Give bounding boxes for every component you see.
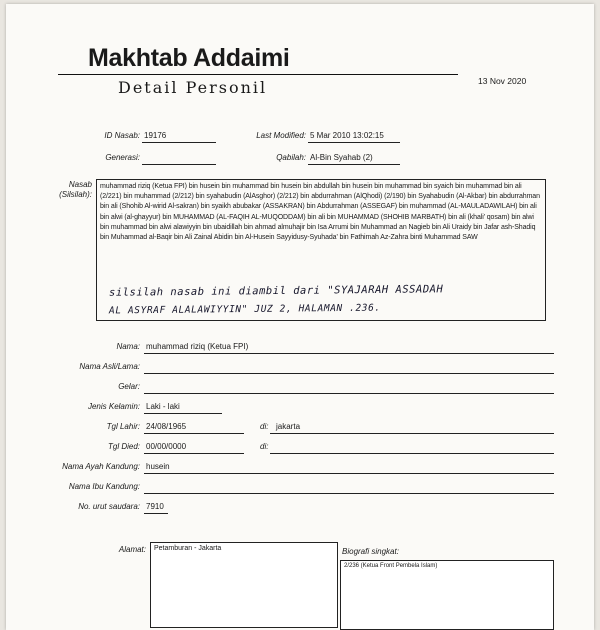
- field-line: [144, 493, 554, 494]
- field-label: Nama Ibu Kandung:: [68, 482, 140, 491]
- alamat-box: [150, 542, 338, 628]
- field-label: No. urut saudara:: [78, 502, 140, 511]
- qabilah-value: Al-Bin Syahab (2): [310, 153, 373, 162]
- field-label: Tgl Lahir:: [106, 422, 140, 431]
- field-line: [144, 353, 554, 354]
- silsilah-label: (Silsilah):: [59, 190, 92, 199]
- last-modified-line: [308, 142, 400, 143]
- field-line: [144, 393, 554, 394]
- nasab-label: Nasab: [68, 180, 92, 189]
- died-place-line: [270, 453, 554, 454]
- title-rule: [58, 74, 458, 75]
- field-line: [144, 373, 554, 374]
- alamat-label: Alamat:: [118, 545, 146, 554]
- document-page: [6, 4, 594, 630]
- alamat-value: Petamburan - Jakarta: [154, 545, 222, 552]
- biografi-box: [340, 560, 554, 630]
- birth-place-label: di:: [260, 422, 269, 431]
- field-value-jenis-kelamin: Laki - laki: [146, 402, 180, 411]
- field-value-nama: muhammad riziq (Ketua FPI): [146, 342, 249, 351]
- id-nasab-label: ID Nasab:: [104, 131, 140, 140]
- document-subtitle: Detail Personil: [118, 78, 268, 97]
- field-value-no-urut: 7910: [146, 502, 164, 511]
- last-modified-label: Last Modified:: [256, 131, 306, 140]
- birth-place-line: [270, 433, 554, 434]
- id-nasab-value: 19176: [144, 131, 167, 140]
- died-place-label: di:: [260, 442, 269, 451]
- field-line: [144, 513, 168, 514]
- generasi-label: Generasi:: [105, 153, 140, 162]
- field-line: [144, 433, 244, 434]
- qabilah-label: Qabilah:: [276, 153, 306, 162]
- nasab-box: [96, 179, 546, 321]
- field-line: [144, 453, 244, 454]
- field-label: Tgl Died:: [107, 442, 140, 451]
- qabilah-line: [308, 164, 400, 165]
- field-label: Nama Ayah Kandung:: [62, 462, 140, 471]
- field-label: Jenis Kelamin:: [87, 402, 140, 411]
- print-date: 13 Nov 2020: [478, 76, 527, 86]
- generasi-line: [142, 164, 216, 165]
- field-line: [144, 413, 222, 414]
- field-line: [144, 473, 554, 474]
- field-value-tgl-lahir: 24/08/1965: [146, 422, 187, 431]
- handwritten-note-line-2: AL ASYRAF ALALAWIYYIN" JUZ 2, HALAMAN .236.: [108, 302, 381, 317]
- field-value-ayah: husein: [146, 462, 170, 471]
- biografi-value: 2/236 (Ketua Front Pembela Islam): [344, 563, 438, 569]
- field-label: Nama:: [116, 342, 140, 351]
- field-value-tgl-died: 00/00/0000: [146, 442, 187, 451]
- handwritten-note-line-1: silsilah nasab ini diambil dari "SYAJARAH ASSADAH: [108, 283, 444, 299]
- document-title: Makhtab Addaimi: [88, 44, 290, 72]
- field-label: Gelar:: [118, 382, 140, 391]
- biografi-label: Biografi singkat:: [342, 547, 399, 556]
- nasab-text: muhammad riziq (Ketua FPI) bin husein bin muhammad bin husein bin abdullah bin husein bin muhammad bin syaich bin muhammad bin ali (2/221) bin muhammad (2/212) bin syahabudin (AlAsghor) (2/212) bin abdurrahman (AlQhodi) (2/190) bin Syahabudin (Al-Akbar) bin abdurrahman bin ali (Shohib Al-wirid Al-sakran) bin syaikh abubakar (ASSAKRAN) bin Abdurrahman (ASSEGAF) bin muhammad (AL-MAULADAWILAH) bin ali bin alwi (al-ghayyur) bin MUHAMMAD (AL-FAQIH AL-MUQODDAM) bin ali bin MUHAMMAD (SHOHIB MARBATH) bin ali (khali' qosam) bin alwi bin muhammad bin alwi alawiyyin bin ubaidillah bin ahmad almuhajir bin Isa Arrumi bin Muhammad an Nagieb bin Ali Uraidy bin Jafar ash-Shadiq bin Muhammad al-Baqir bin Ali Zainal Abidin bin Al-Husein Sayyidusy-Syuhada' bin Fathimah Az-Zahra binti Muhammad SAW: [100, 183, 540, 242]
- last-modified-value: 5 Mar 2010 13:02:15: [310, 131, 384, 140]
- id-nasab-line: [142, 142, 216, 143]
- birth-place-value: jakarta: [276, 422, 301, 431]
- field-label: Nama Asli/Lama:: [79, 362, 140, 371]
